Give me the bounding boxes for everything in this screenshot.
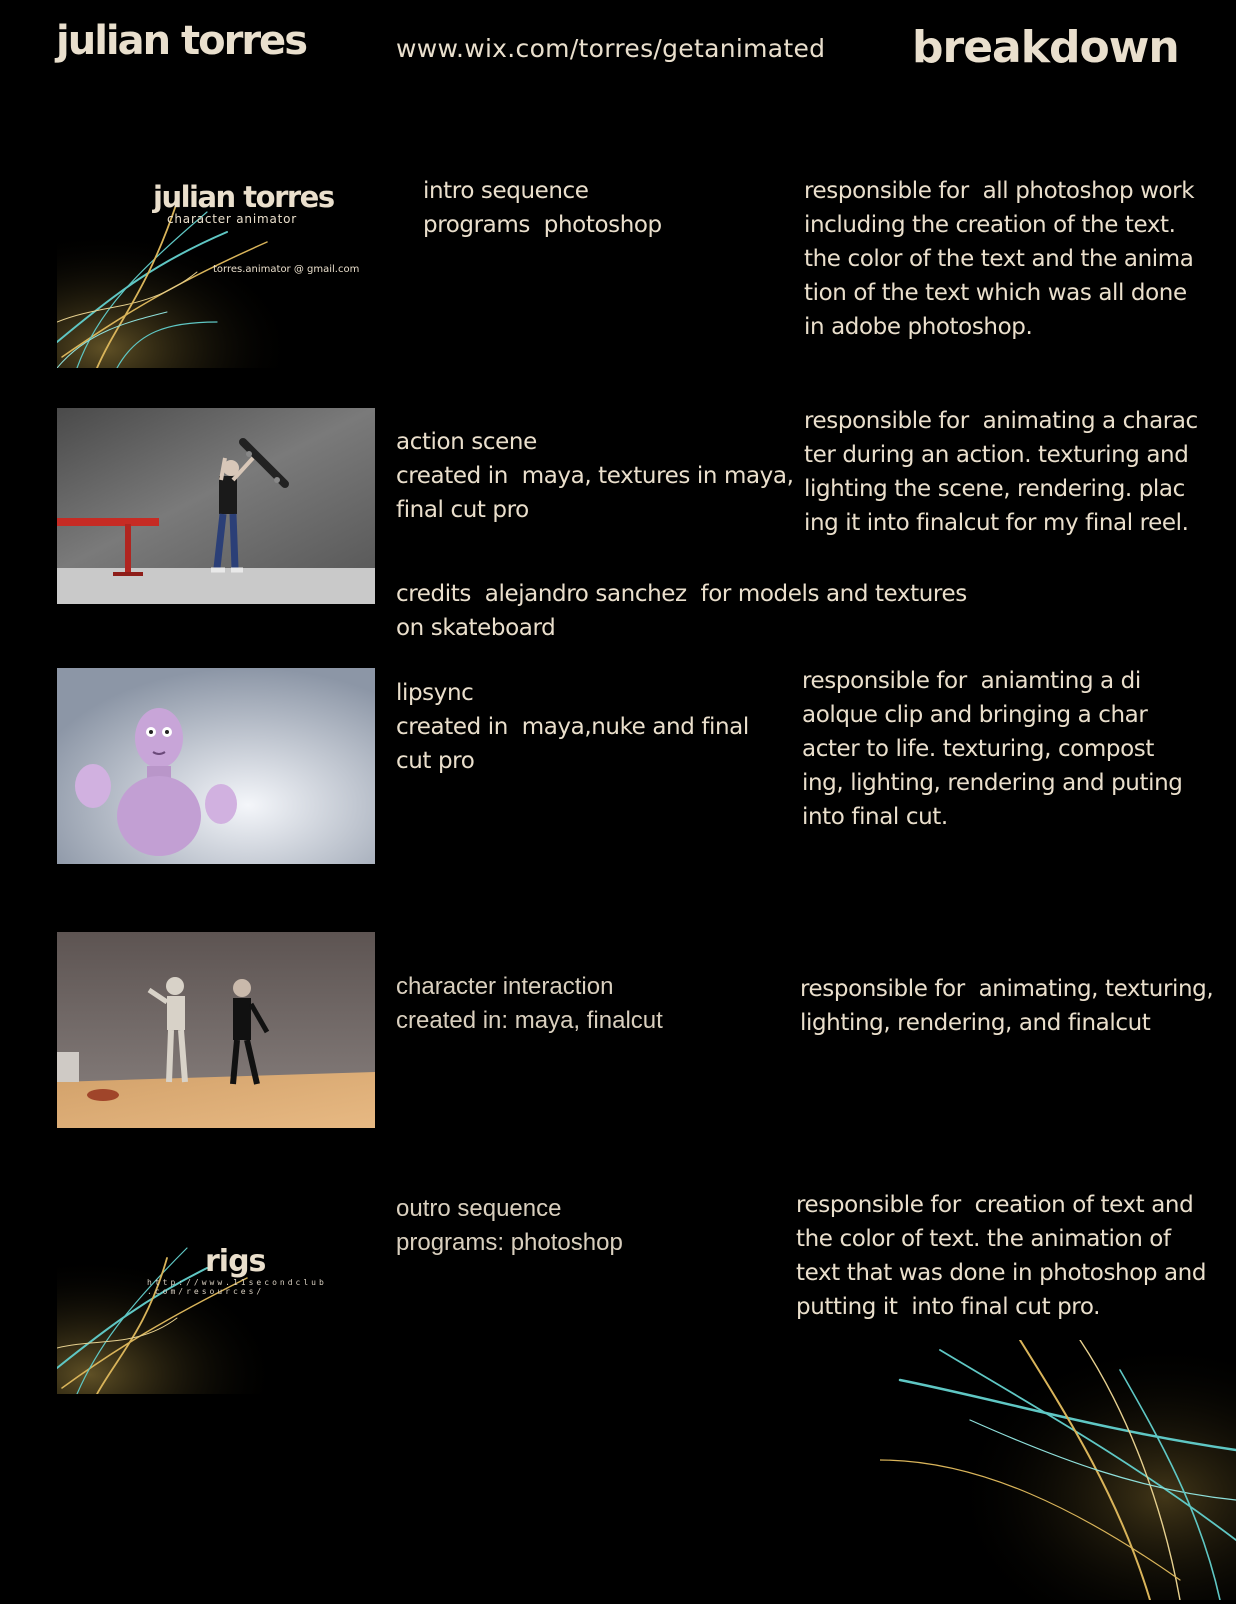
lipsync-description: responsible for aniamting a di aolque clip and bringing a char acter to life. texturing, compost ing, lighting, rendering and puting into final cut. xyxy=(802,668,1183,830)
action-scene-description: responsible for animating a charac ter during an action. texturing and lighting the scene, rendering. plac ing it into finalcut for my final reel. xyxy=(804,408,1198,536)
portfolio-url[interactable]: www.wix.com/torres/getanimated xyxy=(396,34,826,63)
page-title: breakdown xyxy=(912,22,1179,73)
lipsync-details: lipsync created in maya,nuke and final cut pro xyxy=(396,680,749,774)
intro-details: intro sequence programs photoshop xyxy=(423,178,662,238)
outro-description: responsible for creation of text and the color of text. the animation of text that was done in photoshop and putting it into final cut pro. xyxy=(796,1192,1207,1320)
decorative-swirl xyxy=(880,1340,1236,1600)
intro-description: responsible for all photoshop work including the creation of the text. the color of the text and the anima tion of the text which was all done in adobe photoshop. xyxy=(804,178,1195,340)
card-title: rigs xyxy=(205,1244,266,1279)
character-interaction-thumbnail xyxy=(57,932,375,1128)
outro-details: outro sequence programs: photoshop xyxy=(396,1195,623,1256)
card-email: torres.animator @ gmail.com xyxy=(213,264,360,275)
action-scene-thumbnail xyxy=(57,408,375,604)
card-link: http://www.11secondclub .com/resources/ xyxy=(147,1278,327,1296)
credits-text: credits alejandro sanchez for models and textures on skateboard xyxy=(396,581,967,641)
action-scene-details: action scene created in maya, textures in maya, final cut pro xyxy=(396,429,794,523)
lipsync-thumbnail xyxy=(57,668,375,864)
card-title: julian torres xyxy=(153,180,334,214)
author-name: julian torres xyxy=(56,18,306,64)
intro-thumbnail xyxy=(57,172,375,368)
character-interaction-details: character interaction created in: maya, finalcut xyxy=(396,973,663,1034)
character-interaction-description: responsible for animating, texturing, lighting, rendering, and finalcut xyxy=(800,976,1214,1036)
swirl-graphic xyxy=(57,1198,375,1394)
outro-thumbnail xyxy=(57,1198,375,1394)
card-subtitle: character animator xyxy=(167,212,297,226)
